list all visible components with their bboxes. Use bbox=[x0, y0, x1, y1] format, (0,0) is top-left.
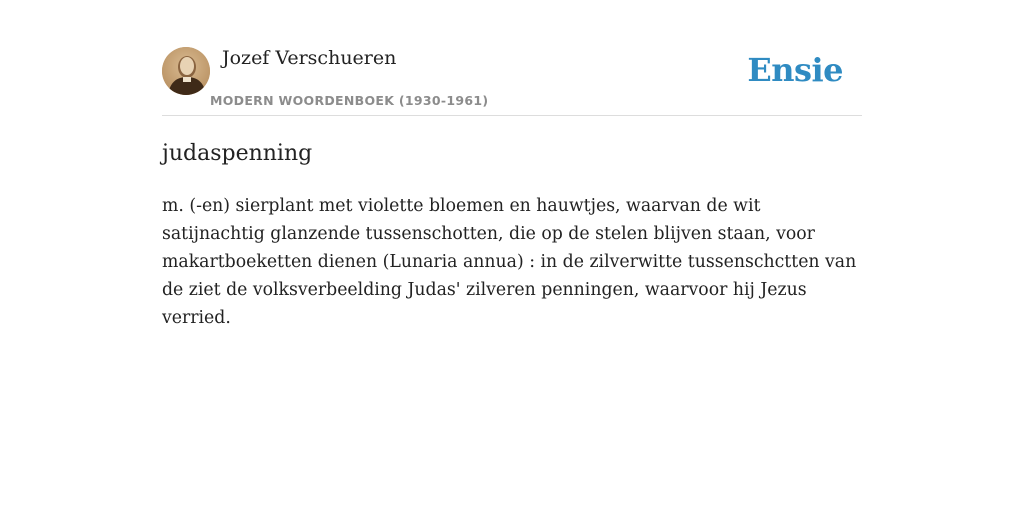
entry-term: judaspenning bbox=[162, 141, 313, 166]
author-name[interactable]: Jozef Verschueren bbox=[222, 47, 397, 69]
source-name[interactable]: MODERN WOORDENBOEK (1930-1961) bbox=[210, 93, 489, 108]
author-portrait-icon bbox=[162, 47, 210, 95]
entry-definition: m. (-en) sierplant met violette bloemen en hauwtjes, waarvan de wit satijnachtig glanzende tussenschotten, die op de stelen blijven staan, voor makartboeketten dienen (Lunaria annua) : in de zilverwitte tussenschctten van de ziet de volksverbeelding Judas' zilveren penningen, waarvoor hij Jezus verried. bbox=[162, 196, 857, 328]
author-avatar[interactable] bbox=[162, 47, 210, 95]
entry-header bbox=[162, 0, 862, 116]
brand-logo[interactable]: Ensie bbox=[747, 51, 843, 89]
entry-card bbox=[162, 0, 862, 328]
